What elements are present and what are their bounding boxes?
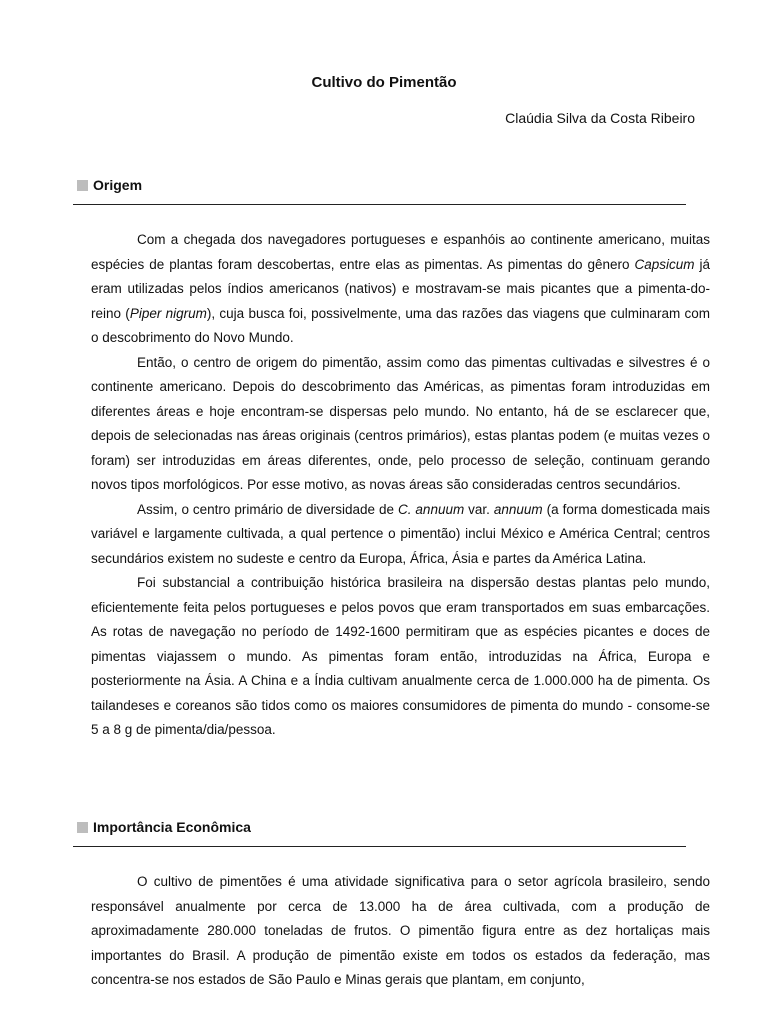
section-bullet-icon — [77, 822, 88, 833]
document-author: Claúdia Silva da Costa Ribeiro — [505, 110, 695, 126]
paragraph: Foi substancial a contribuição histórica brasileira na dispersão destas plantas pelo mundo, eficientemente feita pelos portugueses e pelos povos que eram transportados em suas embarcações. As rotas de navegação no período de 1492-1600 permitiram que as espécies picantes e doces de pimentas viajassem o mundo. As pimentas foram então, introduzidas na África, Europa e posteriormente na Ásia. A China e a Índia cultivam anualmente cerca de 1.000.000 ha de pimenta. Os tailandeses e coreanos são tidos como os maiores consumidores de pimenta do mundo - consome-se 5 a 8 g de pimenta/dia/pessoa. — [91, 575, 710, 737]
section-body-importancia-economica — [91, 870, 710, 993]
paragraph: Assim, o centro primário de diversidade de C. annuum var. annuum (a forma domesticada mais variável e largamente cultivada, a qual pertence o pimentão) inclui México e América Central; centros secundários existem no sudeste e centro da Europa, África, Ásia e partes da América Latina. — [91, 501, 711, 566]
paragraph: O cultivo de pimentões é uma atividade significativa para o setor agrícola brasileiro, sendo responsável anualmente por cerca de 13.000 ha de área cultivada, com a produção de aproximadamente 280.000 toneladas de frutos. O pimentão figura entre as dez hortaliças mais importantes do Brasil. A produção de pimentão existe em todos os estados da federação, mas concentra-se nos estados de São Paulo e Minas gerais que plantam, em conjunto, — [91, 874, 710, 987]
section-bullet-icon — [77, 180, 88, 191]
section-body-origem — [91, 228, 710, 743]
section-heading-label: Importância Econômica — [93, 819, 251, 835]
section-heading-importancia-economica — [73, 819, 686, 847]
document-title: Cultivo do Pimentão — [311, 74, 457, 91]
section-heading-label: Origem — [93, 177, 143, 193]
paragraph: Com a chegada dos navegadores portugueses e espanhóis ao continente americano, muitas espécies de plantas foram descobertas, entre elas as pimentas. As pimentas do gênero Capsicum já eram utilizadas pelos índios americanos (nativos) e mostravam-se mais picantes que a pimenta-do-reino (Piper nigrum), cuja busca foi, possivelmente, uma das razões das viagens que culminaram com o descobrimento do Novo Mundo. — [91, 232, 711, 345]
section-heading-origem — [73, 177, 686, 205]
paragraph: Então, o centro de origem do pimentão, assim como das pimentas cultivadas e silvestres é o continente americano. Depois do descobrimento das Américas, as pimentas foram introduzidas em diferentes áreas e hoje encontram-se dispersas pelo mundo. No entanto, há de se esclarecer que, depois de selecionadas nas áreas originais (centros primários), estas plantas podem (e muitas vezes o foram) ser introduzidas em áreas diferentes, onde, pelo processo de seleção, continuam gerando novos tipos morfológicos. Por esse motivo, as novas áreas são consideradas centros secundários. — [91, 354, 710, 492]
